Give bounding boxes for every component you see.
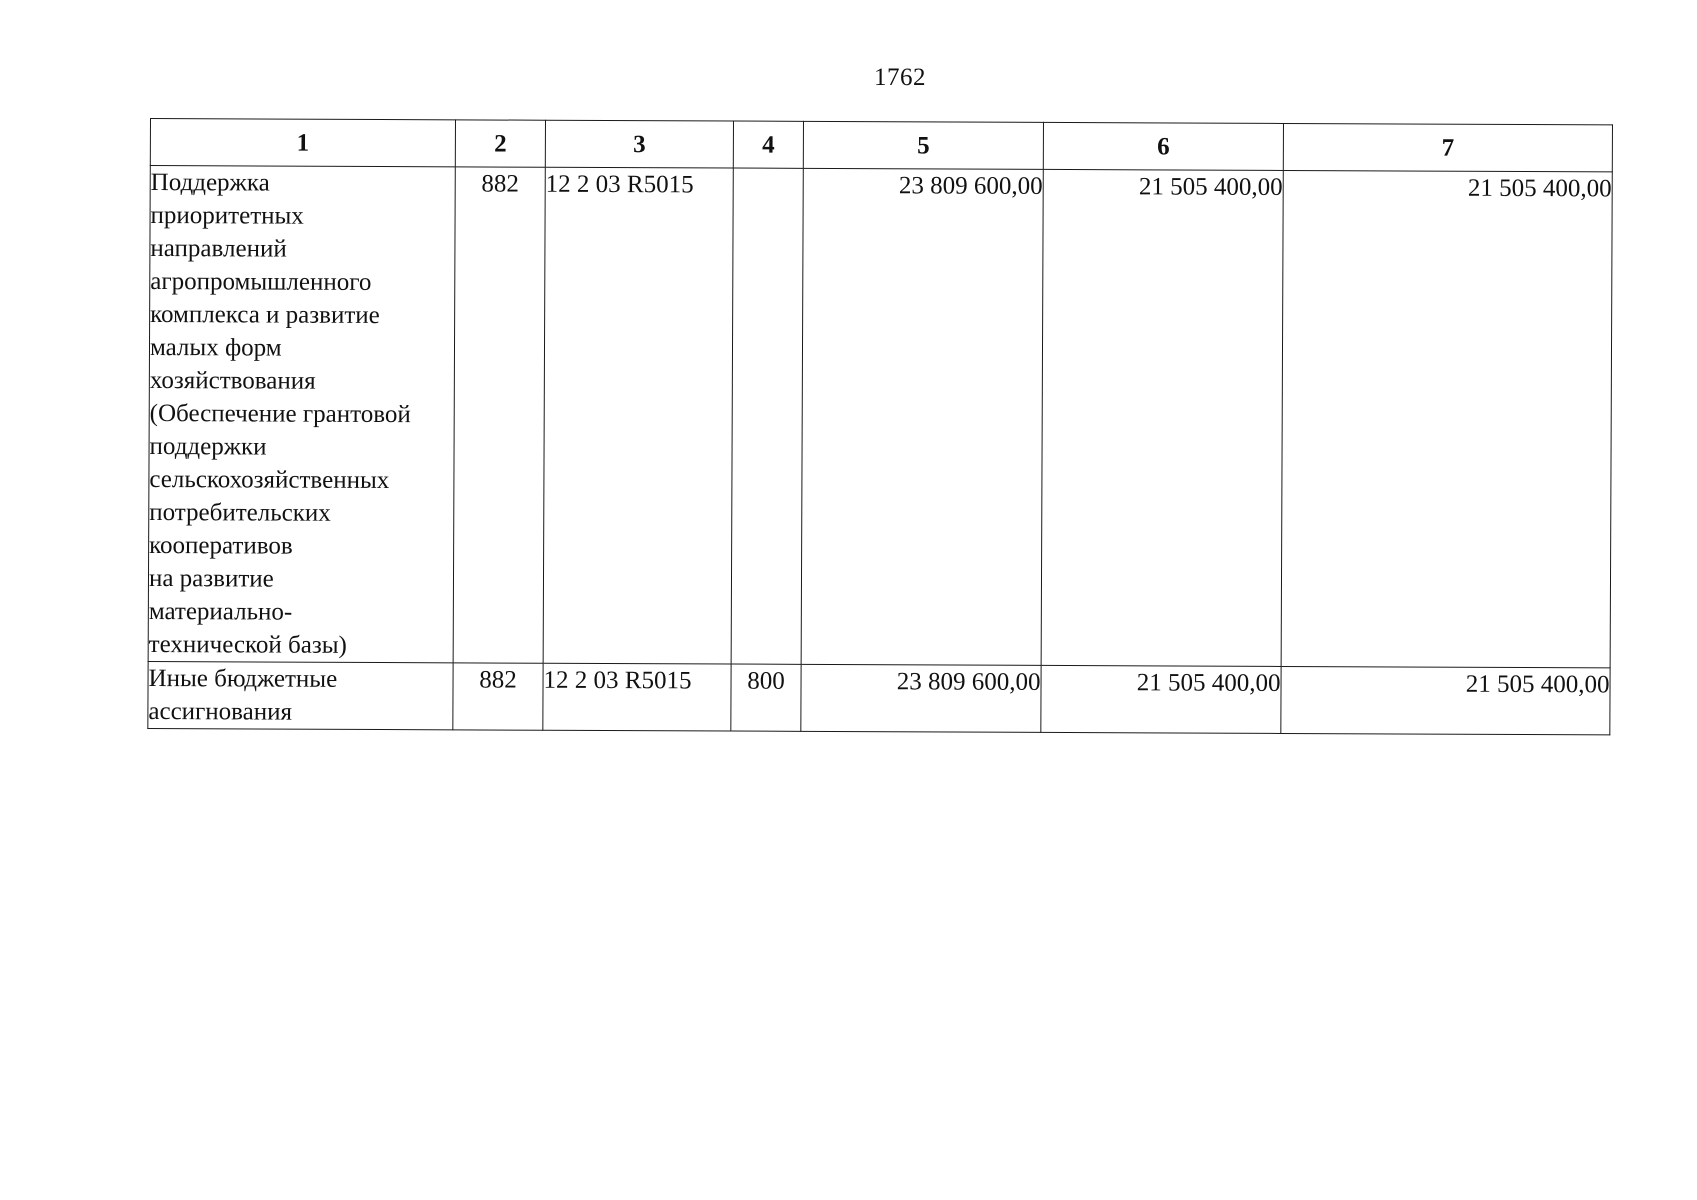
row-name-line: агропромышленного xyxy=(150,268,372,296)
row-amount-col7-cell: 21 505 400,00 xyxy=(1281,666,1610,734)
column-header-5: 5 xyxy=(803,121,1043,169)
budget-table-wrapper xyxy=(147,118,1612,735)
column-header-1: 1 xyxy=(150,119,455,167)
column-header-2: 2 xyxy=(455,120,545,167)
row-name-cell xyxy=(148,661,453,729)
column-header-3: 3 xyxy=(545,120,733,168)
row-amount-col5-cell: 23 809 600,00 xyxy=(801,168,1043,665)
column-header-6: 6 xyxy=(1043,122,1283,170)
row-name-line: потребительских xyxy=(149,499,331,527)
row-name-line: (Обеспечение грантовой xyxy=(149,400,411,429)
row-amount-col6-cell: 21 505 400,00 xyxy=(1041,169,1283,666)
row-name-line: материально- xyxy=(148,597,293,626)
row-amount-col7-cell: 21 505 400,00 xyxy=(1281,170,1612,667)
row-name-line: Поддержка xyxy=(150,169,270,197)
row-name-line: направлений xyxy=(150,235,287,263)
row-name-line: ассигнования xyxy=(148,697,293,726)
table-row xyxy=(148,166,1612,668)
row-name-line: кооперативов xyxy=(149,532,293,560)
row-amount-col6-cell: 21 505 400,00 xyxy=(1041,665,1281,733)
row-name-line: технической базы) xyxy=(148,630,347,659)
row-target-code-cell: 12 2 03 R5015 xyxy=(543,663,731,731)
row-name-line: малых форм xyxy=(149,334,282,362)
table-row xyxy=(148,661,1610,734)
row-name-line: на развитие xyxy=(148,565,274,593)
row-expense-type-cell xyxy=(731,168,803,664)
row-name-line: приоритетных xyxy=(150,202,304,230)
row-admin-code-cell: 882 xyxy=(453,167,545,663)
budget-table xyxy=(147,118,1613,735)
row-amount-col5-cell: 23 809 600,00 xyxy=(801,664,1041,732)
row-expense-type-cell: 800 xyxy=(731,664,801,731)
page-number: 1762 xyxy=(874,64,926,91)
row-target-code-cell: 12 2 03 R5015 xyxy=(543,167,733,664)
row-name-cell xyxy=(148,166,455,663)
row-name-line: поддержки xyxy=(149,433,267,461)
column-header-4: 4 xyxy=(733,121,803,168)
row-admin-code-cell: 882 xyxy=(453,663,543,730)
row-name-line: сельскохозяйственных xyxy=(149,466,390,495)
table-header-row xyxy=(150,119,1612,172)
row-name-line: комплекса и развитие xyxy=(150,301,380,330)
row-name-line: Иные бюджетные xyxy=(148,664,338,693)
column-header-7: 7 xyxy=(1283,123,1612,171)
row-name-line: хозяйствования xyxy=(149,367,316,395)
